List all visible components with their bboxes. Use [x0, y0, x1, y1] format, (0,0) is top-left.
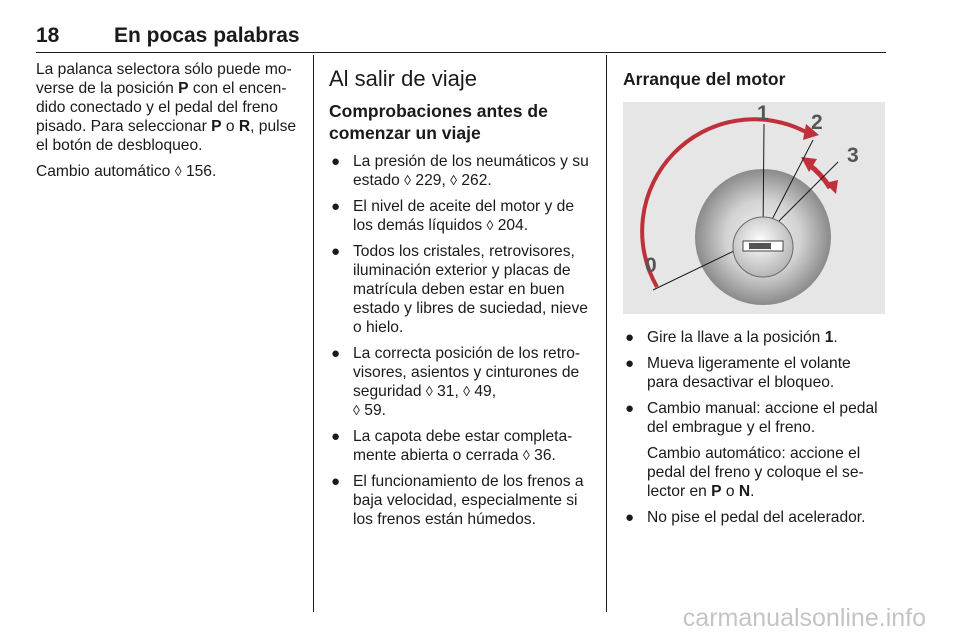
reference-arrow-icon: ◊ — [425, 383, 433, 399]
bullet-icon: ● — [625, 329, 635, 346]
page-reference-link[interactable]: ◊ 36. — [522, 447, 556, 464]
bullet-icon: ● — [331, 153, 341, 170]
page-header — [36, 20, 886, 50]
section-title: En pocas palabras — [114, 24, 300, 47]
reference-arrow-icon: ◊ — [353, 402, 360, 418]
bullet-icon: ● — [331, 428, 341, 445]
column-2 — [329, 60, 591, 536]
bullet-icon: ● — [625, 355, 635, 372]
list-item: ● La correcta posición de los retro-visores, asientos y cinturones de seguridad ◊ 31, ◊ 49, ◊ 59. — [331, 345, 581, 419]
reference-arrow-icon: ◊ — [174, 163, 182, 179]
start-steps-list-continued — [623, 508, 886, 527]
bullet-icon: ● — [331, 198, 341, 215]
automatic-gearbox-step: Cambio automático: accione el pedal del freno y coloque el se-lector en P o N. — [647, 445, 864, 500]
column-divider-1 — [313, 55, 314, 612]
bullet-icon: ● — [625, 400, 635, 417]
page-reference-link[interactable]: ◊ 31, — [425, 383, 464, 400]
bullet-icon: ● — [331, 473, 341, 490]
position-label-0: 0 — [645, 254, 657, 277]
subheading-checks: Comprobaciones antes de comenzar un viaje — [329, 101, 548, 143]
page-reference-link[interactable]: ◊ 229, — [404, 172, 451, 189]
selector-paragraph: La palanca selectora sólo puede mo-verse de la posición P con el encen-dido conectado y el pedal del freno pisado. Para seleccionar P o R, pulse el botón de desbloqueo. — [36, 61, 297, 154]
column-divider-2 — [606, 55, 607, 612]
reference-arrow-icon: ◊ — [404, 172, 412, 188]
position-label-3: 3 — [847, 144, 859, 167]
list-item: ● No pise el pedal del acelerador. — [625, 509, 866, 526]
reference-arrow-icon: ◊ — [522, 447, 530, 463]
page-reference-link[interactable]: ◊ 156. — [174, 163, 217, 180]
page-reference-link[interactable]: ◊ 49, — [463, 383, 497, 400]
watermark: carmanualsonline.info — [682, 604, 926, 632]
page-reference-link[interactable]: ◊ 204. — [486, 217, 529, 234]
bullet-icon: ● — [331, 243, 341, 260]
automatic-gearbox-paragraph: Cambio automático ◊ 156. — [36, 163, 217, 180]
position-label-1: 1 — [757, 102, 769, 125]
reference-arrow-icon: ◊ — [450, 172, 458, 188]
list-item: ● El funcionamiento de los frenos a baja velocidad, especialmente si los frenos están húmedos. — [331, 473, 584, 528]
bullet-icon: ● — [625, 509, 635, 526]
ignition-switch-diagram — [623, 102, 885, 314]
page-reference-link[interactable]: ◊ 262. — [450, 172, 492, 189]
list-item: ● El nivel de aceite del motor y de los demás líquidos ◊ 204. — [331, 198, 575, 234]
list-item: ● Gire la llave a la posición 1. — [625, 329, 838, 346]
checks-list — [329, 152, 591, 529]
start-steps-list — [623, 328, 886, 437]
list-item: ● Mueva ligeramente el volante para desactivar el bloqueo. — [625, 355, 851, 391]
list-item: ● La presión de los neumáticos y su estado ◊ 229, ◊ 262. — [331, 153, 589, 189]
column-3 — [623, 60, 886, 534]
list-item: ● La capota debe estar completa-mente abierta o cerrada ◊ 36. — [331, 428, 573, 464]
header-rule — [36, 52, 886, 53]
ignition-switch-figure — [623, 102, 885, 314]
page-reference-link[interactable]: ◊ 59. — [353, 402, 386, 419]
reference-arrow-icon: ◊ — [463, 383, 471, 399]
reference-arrow-icon: ◊ — [486, 217, 494, 233]
column-1 — [36, 60, 298, 188]
position-label-2: 2 — [811, 111, 823, 134]
list-item: ● Cambio manual: accione el pedal del embrague y el freno. — [625, 400, 878, 436]
page-number: 18 — [36, 24, 60, 47]
list-item: ● Todos los cristales, retrovisores, iluminación exterior y placas de matrícula deben estar en buen estado y libres de suciedad, nieve o hielo. — [331, 243, 588, 336]
bullet-icon: ● — [331, 345, 341, 362]
key-slot-inner — [749, 243, 771, 249]
heading-engine-start: Arranque del motor — [623, 69, 786, 89]
heading-leaving: Al salir de viaje — [329, 66, 477, 91]
